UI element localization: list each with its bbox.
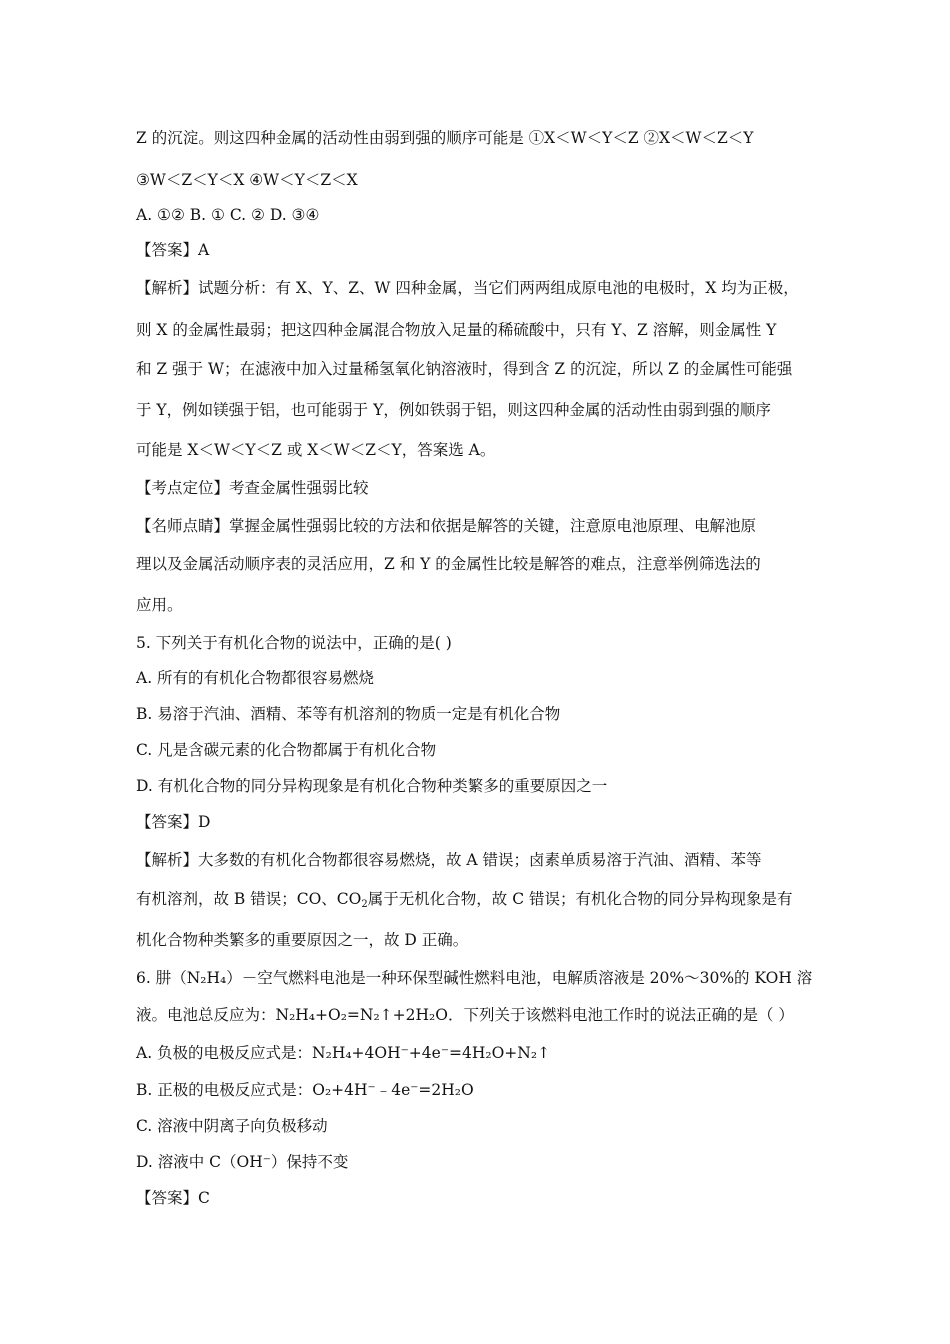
q4-mingshi-line: 理以及金属活动顺序表的灵活应用，Z 和 Y 的金属性比较是解答的难点，注意举例筛选法的 (136, 555, 761, 573)
q4-mingshi-line: 应用。 (136, 596, 183, 614)
q5-option-c: C. 凡是含碳元素的化合物都属于有机化合物 (136, 741, 437, 759)
q5-analysis-line: 有机溶剂，故 B 错误；CO、$CO_2$属于无机化合物，故 C 错误；有机化合物的同分异构现象是有 (136, 890, 793, 910)
q6-option-b: B. 正极的电极反应式是：O₂+4H⁻﹣4e⁻=2H₂O (136, 1081, 474, 1099)
q6-option-d: D. 溶液中 C（OH⁻）保持不变 (136, 1153, 349, 1171)
q6-option-c: C. 溶液中阴离子向负极移动 (136, 1117, 328, 1135)
q6-option-a: A. 负极的电极反应式是：N₂H₄+4OH⁻+4e⁻=4H₂O+N₂↑ (136, 1044, 551, 1062)
q4-mingshi-line: 【名师点睛】掌握金属性强弱比较的方法和依据是解答的关键，注意原电池原理、电解池原 (136, 517, 757, 535)
q5-stem: 5. 下列关于有机化合物的说法中，正确的是( ) (136, 634, 452, 652)
q6-answer: 【答案】C (136, 1189, 210, 1207)
q6-stem-line: 6. 肼（N₂H₄）－空气燃料电池是一种环保型碱性燃料电池，电解质溶液是 20%～30%的 KOH 溶 (136, 969, 813, 987)
q5-option-d: D. 有机化合物的同分异构现象是有机化合物种类繁多的重要原因之一 (136, 777, 608, 795)
q6-stem-line: 液。电池总反应为：N₂H₄+O₂=N₂↑+2H₂O．下列关于该燃料电池工作时的说法正确的是（ ） (136, 1006, 794, 1024)
q4-kaodian: 【考点定位】考查金属性强弱比较 (136, 479, 369, 497)
q4-answer: 【答案】A (136, 241, 210, 259)
q4-analysis-line: 【解析】试题分析：有 X、Y、Z、W 四种金属，当它们两两组成原电池的电极时，X 均为正极， (136, 279, 799, 297)
q4-stem-tail-2: ③W＜Z＜Y＜X ④W＜Y＜Z＜X (136, 171, 358, 189)
q4-analysis-line: 则 X 的金属性最弱；把这四种金属混合物放入足量的稀硫酸中，只有 Y、Z 溶解，则金属性 Y (136, 321, 777, 339)
q4-analysis-line: 于 Y，例如镁强于铝，也可能弱于 Y，例如铁弱于铝，则这四种金属的活动性由弱到强的顺序 (136, 401, 771, 419)
q5-answer: 【答案】D (136, 813, 211, 831)
q5-option-a: A. 所有的有机化合物都很容易燃烧 (136, 669, 375, 687)
q5-analysis-line: 【解析】大多数的有机化合物都很容易燃烧，故 A 错误；卤素单质易溶于汽油、酒精、苯等 (136, 851, 762, 869)
q4-analysis-line: 和 Z 强于 W；在滤液中加入过量稀氢氧化钠溶液时，得到含 Z 的沉淀，所以 Z 的金属性可能强 (136, 360, 793, 378)
q5-analysis-line: 机化合物种类繁多的重要原因之一，故 D 正确。 (136, 931, 469, 949)
q4-analysis-line: 可能是 X＜W＜Y＜Z 或 X＜W＜Z＜Y，答案选 A。 (136, 441, 496, 459)
q4-stem-tail: Z 的沉淀。则这四种金属的活动性由弱到强的顺序可能是 ①X＜W＜Y＜Z ②X＜W＜Z＜Y (136, 129, 754, 147)
q5-option-b: B. 易溶于汽油、酒精、苯等有机溶剂的物质一定是有机化合物 (136, 705, 561, 723)
q4-options: A. ①② B. ① C. ② D. ③④ (136, 206, 320, 224)
